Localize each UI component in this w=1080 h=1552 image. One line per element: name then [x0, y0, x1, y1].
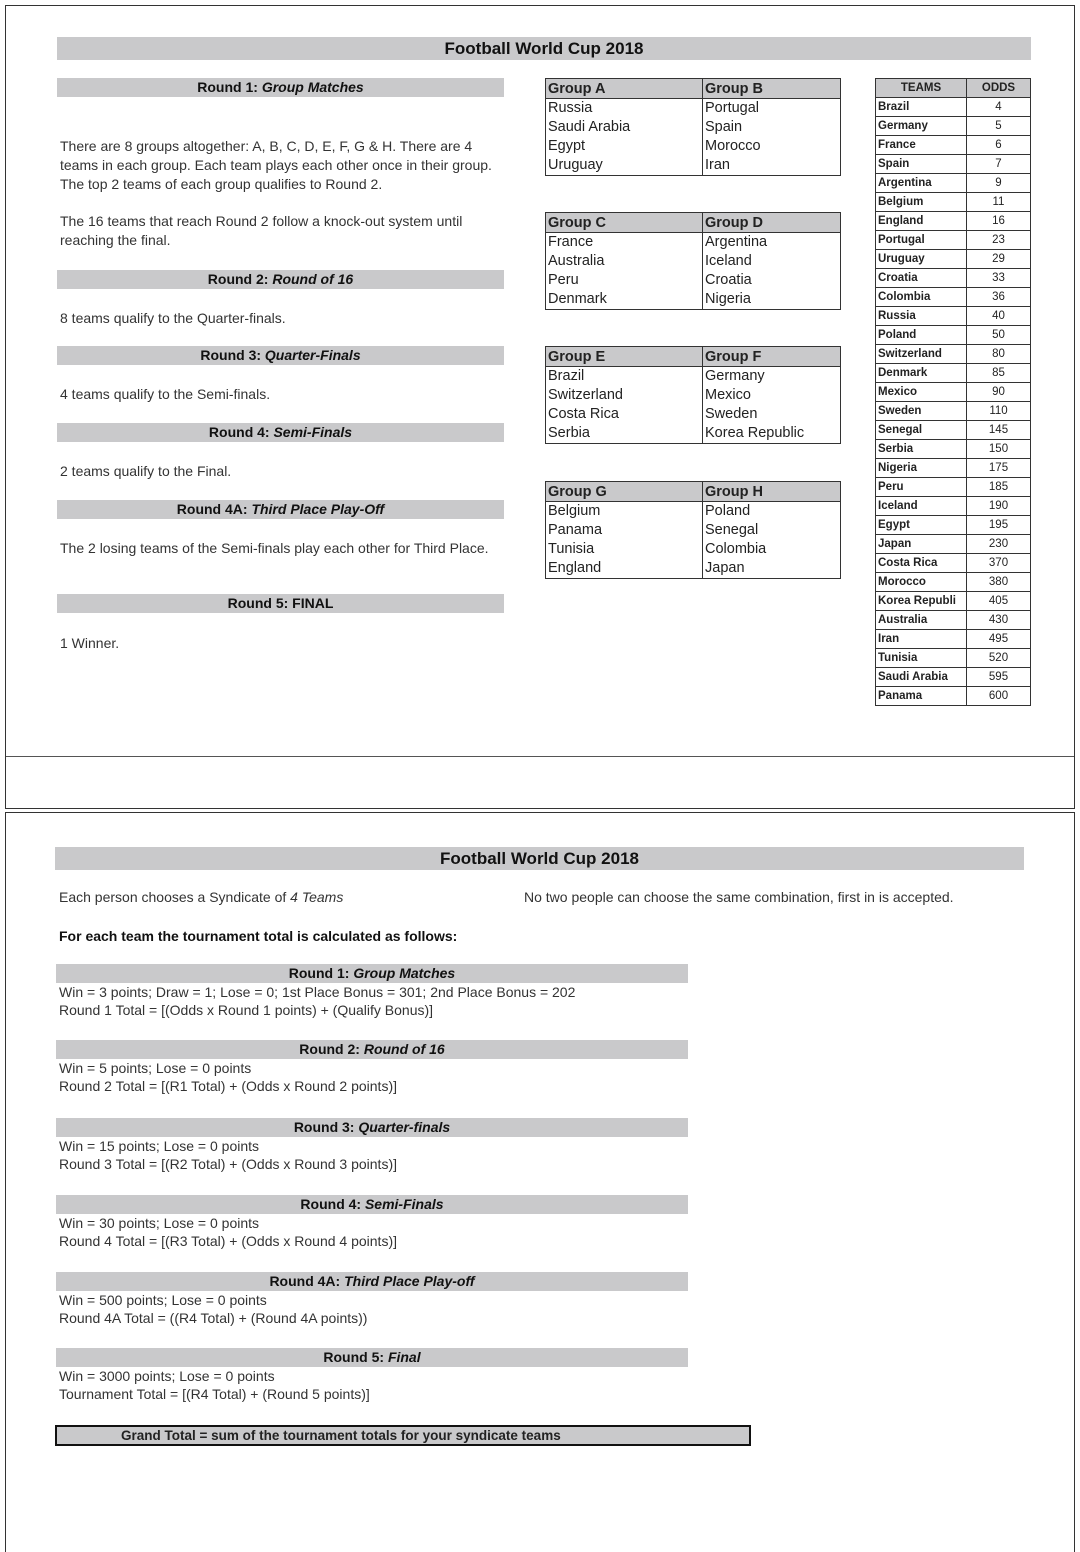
group-team: Nigeria	[703, 290, 841, 310]
rule-points-line: Win = 5 points; Lose = 0 points	[59, 1060, 252, 1076]
odds-row	[876, 98, 1031, 117]
rule-round-4a	[56, 1272, 688, 1327]
odds-value-cell: 145	[967, 421, 1031, 440]
rule-points-line: Win = 15 points; Lose = 0 points	[59, 1138, 260, 1154]
team-name-cell: Egypt	[876, 516, 967, 535]
group-team: Colombia	[705, 541, 767, 557]
odds-value-cell: 36	[967, 288, 1031, 307]
odds-row	[876, 174, 1031, 193]
rule-total-line: Round 2 Total = [(R1 Total) + (Odds x Round 2 points)]	[59, 1078, 398, 1094]
odds-row	[876, 402, 1031, 421]
group-name: Group C	[546, 213, 703, 233]
team-name-cell: Switzerland	[876, 345, 967, 364]
rule-round-2	[56, 1040, 688, 1095]
team-name-cell: Japan	[876, 535, 967, 554]
groups-intro-text: There are 8 groups altogether: A, B, C, D, E, F, G & H. There are 4 teams in each group. Each team plays each other once in their group. The top 2 teams of each group qualifies to Round 2.	[60, 138, 492, 192]
odds-value-cell: 175	[967, 459, 1031, 478]
rule-total-line: Tournament Total = [(R4 Total) + (Round 5 points)]	[59, 1386, 370, 1402]
odds-row	[876, 345, 1031, 364]
teams-column-header: TEAMS	[876, 79, 967, 98]
group-team: Senegal	[705, 522, 759, 538]
rule-round-4-header: Round 4: Semi-Finals	[56, 1195, 688, 1214]
odds-value-cell: 595	[967, 668, 1031, 687]
round-4a-header: Round 4A: Third Place Play-Off	[57, 500, 504, 519]
knockout-text: The 16 teams that reach Round 2 follow a knock-out system until reaching the final.	[60, 213, 463, 248]
team-name-cell: Serbia	[876, 440, 967, 459]
odds-column-header: ODDS	[967, 79, 1031, 98]
team-name-cell: Senegal	[876, 421, 967, 440]
odds-value-cell: 90	[967, 383, 1031, 402]
odds-value-cell: 185	[967, 478, 1031, 497]
odds-value-cell: 110	[967, 402, 1031, 421]
odds-value-cell: 495	[967, 630, 1031, 649]
odds-row	[876, 668, 1031, 687]
odds-row	[876, 212, 1031, 231]
odds-value-cell: 405	[967, 592, 1031, 611]
odds-table-body	[876, 98, 1031, 706]
group-team: Egypt	[546, 137, 703, 156]
team-name-cell: Germany	[876, 117, 967, 136]
team-odds-table	[875, 78, 1031, 706]
odds-value-cell: 40	[967, 307, 1031, 326]
group-team: Japan	[703, 559, 841, 579]
team-name-cell: Panama	[876, 687, 967, 706]
team-name-cell: Tunisia	[876, 649, 967, 668]
grand-total-box: Grand Total = sum of the tournament totals for your syndicate teams	[55, 1425, 751, 1446]
group-name: Group H	[703, 482, 841, 502]
odds-row	[876, 307, 1031, 326]
rule-points-line: Win = 3000 points; Lose = 0 points	[59, 1368, 275, 1384]
odds-row	[876, 649, 1031, 668]
rule-round-4	[56, 1195, 688, 1250]
group-team: Brazil	[546, 367, 703, 387]
odds-row	[876, 250, 1031, 269]
odds-row	[876, 421, 1031, 440]
page-one	[5, 5, 1075, 809]
odds-row	[876, 155, 1031, 174]
semifinal-qualify-text: 4 teams qualify to the Semi-finals.	[60, 386, 271, 402]
group-name: Group G	[546, 482, 703, 502]
odds-value-cell: 150	[967, 440, 1031, 459]
group-team: Uruguay	[546, 156, 703, 176]
final-qualify-text: 2 teams qualify to the Final.	[60, 463, 232, 479]
group-team: Mexico	[705, 387, 751, 403]
group-name: Group E	[546, 347, 703, 367]
group-team: Denmark	[546, 290, 703, 310]
rule-round-5-header: Round 5: Final	[56, 1348, 688, 1367]
page-title-2: Football World Cup 2018	[55, 847, 1024, 870]
round-3-header: Round 3: Quarter-Finals	[57, 346, 504, 365]
odds-row	[876, 231, 1031, 250]
rule-round-3-header: Round 3: Quarter-finals	[56, 1118, 688, 1137]
group-team: Belgium	[546, 502, 703, 522]
group-name: Group A	[546, 79, 703, 99]
group-table-cd	[545, 212, 841, 310]
page-title: Football World Cup 2018	[57, 37, 1031, 60]
rule-points-line: Win = 30 points; Lose = 0 points	[59, 1215, 260, 1231]
syndicate-text: Each person chooses a Syndicate of 4 Teams	[59, 889, 344, 905]
group-team: Morocco	[705, 138, 761, 154]
team-name-cell: Poland	[876, 326, 967, 345]
group-team: Costa Rica	[546, 405, 703, 424]
team-name-cell: Nigeria	[876, 459, 967, 478]
team-name-cell: Mexico	[876, 383, 967, 402]
odds-value-cell: 50	[967, 326, 1031, 345]
odds-row	[876, 269, 1031, 288]
odds-row	[876, 592, 1031, 611]
group-team: France	[546, 233, 703, 253]
odds-value-cell: 190	[967, 497, 1031, 516]
odds-value-cell: 5	[967, 117, 1031, 136]
calculation-heading: For each team the tournament total is calculated as follows:	[59, 928, 458, 944]
odds-row	[876, 497, 1031, 516]
team-name-cell: Sweden	[876, 402, 967, 421]
group-name: Group D	[703, 213, 841, 233]
group-team: Switzerland	[546, 386, 703, 405]
team-name-cell: Argentina	[876, 174, 967, 193]
team-name-cell: Belgium	[876, 193, 967, 212]
odds-value-cell: 80	[967, 345, 1031, 364]
rule-round-1-header: Round 1: Group Matches	[56, 964, 688, 983]
round-5-header: Round 5: FINAL	[57, 594, 504, 613]
group-team: Peru	[546, 271, 703, 290]
odds-value-cell: 600	[967, 687, 1031, 706]
odds-row	[876, 478, 1031, 497]
odds-value-cell: 85	[967, 364, 1031, 383]
rule-total-line: Round 3 Total = [(R2 Total) + (Odds x Round 3 points)]	[59, 1156, 398, 1172]
group-team: England	[546, 559, 703, 579]
third-place-text: The 2 losing teams of the Semi-finals play each other for Third Place.	[60, 540, 489, 556]
odds-value-cell: 11	[967, 193, 1031, 212]
round-1-header: Round 1: Group Matches	[57, 78, 504, 97]
team-name-cell: Iran	[876, 630, 967, 649]
rule-round-4a-header: Round 4A: Third Place Play-off	[56, 1272, 688, 1291]
winner-text: 1 Winner.	[60, 635, 120, 651]
team-name-cell: England	[876, 212, 967, 231]
team-name-cell: Denmark	[876, 364, 967, 383]
odds-row	[876, 136, 1031, 155]
odds-row	[876, 611, 1031, 630]
quarterfinal-qualify-text: 8 teams qualify to the Quarter-finals.	[60, 310, 286, 326]
odds-value-cell: 195	[967, 516, 1031, 535]
group-team: Poland	[705, 503, 751, 519]
group-team: Sweden	[705, 406, 758, 422]
odds-row	[876, 364, 1031, 383]
odds-row	[876, 117, 1031, 136]
team-name-cell: Saudi Arabia	[876, 668, 967, 687]
rule-points-line: Win = 500 points; Lose = 0 points	[59, 1292, 267, 1308]
odds-value-cell: 16	[967, 212, 1031, 231]
group-table-gh	[545, 481, 841, 579]
page-footer-divider	[6, 756, 1074, 757]
group-team: Korea Republic	[703, 424, 841, 444]
team-name-cell: Brazil	[876, 98, 967, 117]
odds-row	[876, 326, 1031, 345]
odds-value-cell: 4	[967, 98, 1031, 117]
odds-row	[876, 573, 1031, 592]
rule-round-5	[56, 1348, 688, 1403]
group-team: Portugal	[705, 100, 760, 116]
odds-value-cell: 33	[967, 269, 1031, 288]
odds-row	[876, 383, 1031, 402]
group-team: Croatia	[705, 272, 752, 288]
group-team: Iceland	[705, 253, 752, 269]
rule-total-line: Round 4A Total = ((R4 Total) + (Round 4A points))	[59, 1310, 368, 1326]
rule-total-line: Round 1 Total = [(Odds x Round 1 points) + (Qualify Bonus)]	[59, 1002, 434, 1018]
team-name-cell: Morocco	[876, 573, 967, 592]
odds-row	[876, 516, 1031, 535]
odds-value-cell: 6	[967, 136, 1031, 155]
no-two-text: No two people can choose the same combination, first in is accepted.	[524, 889, 954, 905]
round-4-header: Round 4: Semi-Finals	[57, 423, 504, 442]
odds-row	[876, 554, 1031, 573]
page-two	[5, 812, 1075, 1552]
group-team: Tunisia	[546, 540, 703, 559]
group-table-ab	[545, 78, 841, 176]
rule-round-3	[56, 1118, 688, 1173]
odds-row	[876, 630, 1031, 649]
team-name-cell: Australia	[876, 611, 967, 630]
group-table-ef	[545, 346, 841, 444]
group-team: Serbia	[546, 424, 703, 444]
odds-row	[876, 459, 1031, 478]
group-team: Russia	[546, 99, 703, 119]
odds-value-cell: 29	[967, 250, 1031, 269]
team-name-cell: Colombia	[876, 288, 967, 307]
team-name-cell: Croatia	[876, 269, 967, 288]
rule-total-line: Round 4 Total = [(R3 Total) + (Odds x Round 4 points)]	[59, 1233, 398, 1249]
team-name-cell: Costa Rica	[876, 554, 967, 573]
odds-value-cell: 520	[967, 649, 1031, 668]
round-2-header: Round 2: Round of 16	[57, 270, 504, 289]
team-name-cell: Korea Republi	[876, 592, 967, 611]
team-name-cell: Iceland	[876, 497, 967, 516]
group-name: Group B	[703, 79, 841, 99]
odds-row	[876, 193, 1031, 212]
odds-value-cell: 370	[967, 554, 1031, 573]
rule-round-1	[56, 964, 688, 1019]
team-name-cell: Uruguay	[876, 250, 967, 269]
group-team: Germany	[705, 368, 765, 384]
team-name-cell: France	[876, 136, 967, 155]
odds-row	[876, 440, 1031, 459]
odds-row	[876, 288, 1031, 307]
group-team: Saudi Arabia	[546, 118, 703, 137]
team-name-cell: Russia	[876, 307, 967, 326]
odds-value-cell: 9	[967, 174, 1031, 193]
team-name-cell: Peru	[876, 478, 967, 497]
group-team: Panama	[546, 521, 703, 540]
group-team: Spain	[705, 119, 743, 135]
odds-value-cell: 380	[967, 573, 1031, 592]
team-name-cell: Spain	[876, 155, 967, 174]
odds-value-cell: 230	[967, 535, 1031, 554]
group-team: Australia	[546, 252, 703, 271]
team-name-cell: Portugal	[876, 231, 967, 250]
group-team: Iran	[703, 156, 841, 176]
group-team: Argentina	[705, 234, 768, 250]
odds-row	[876, 535, 1031, 554]
rule-round-2-header: Round 2: Round of 16	[56, 1040, 688, 1059]
odds-row	[876, 687, 1031, 706]
group-name: Group F	[703, 347, 841, 367]
odds-value-cell: 430	[967, 611, 1031, 630]
odds-value-cell: 7	[967, 155, 1031, 174]
odds-value-cell: 23	[967, 231, 1031, 250]
rule-points-line: Win = 3 points; Draw = 1; Lose = 0; 1st Place Bonus = 301; 2nd Place Bonus = 202	[59, 984, 576, 1000]
